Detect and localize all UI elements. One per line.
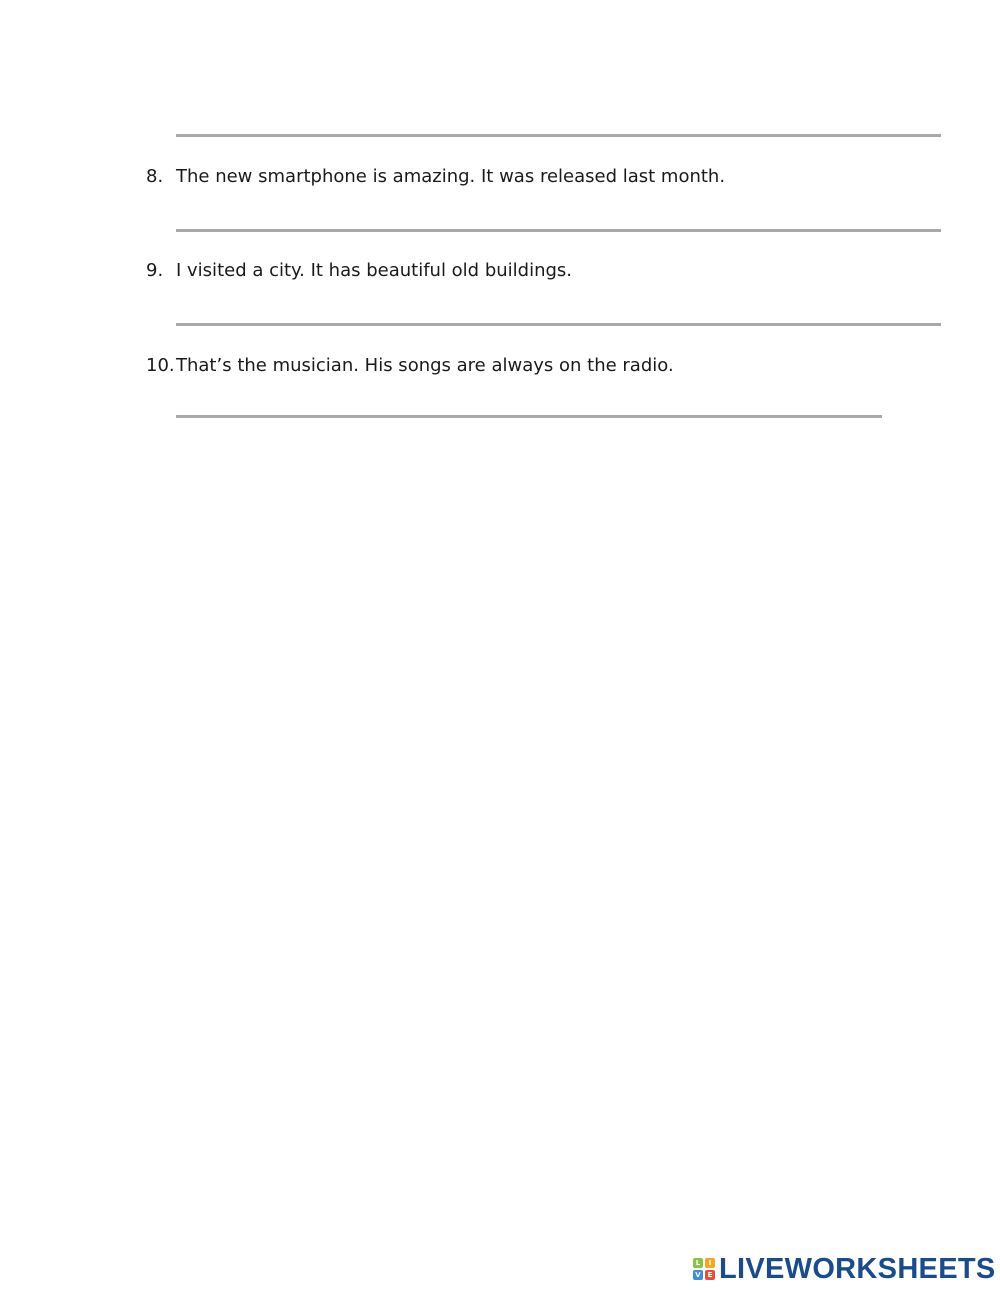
logo-text: LIVEWORKSHEETS: [719, 1253, 996, 1285]
logo-mark-cell: L: [693, 1258, 703, 1268]
answer-line-9[interactable]: [176, 323, 941, 326]
question-10: [146, 355, 674, 377]
liveworksheets-mark-icon: [693, 1258, 715, 1280]
question-number: 9.: [146, 260, 164, 281]
question-text: I visited a city. It has beautiful old buildings.: [176, 260, 573, 281]
question-number: 8.: [146, 166, 164, 187]
question-8: [146, 166, 725, 188]
liveworksheets-logo: [693, 1253, 996, 1285]
question-9: [146, 260, 572, 282]
logo-mark-cell: I: [705, 1258, 715, 1268]
question-text: The new smartphone is amazing. It was released last month.: [176, 166, 726, 187]
question-number: 10.: [146, 355, 175, 376]
answer-line-10[interactable]: [176, 415, 882, 418]
logo-mark-cell: V: [693, 1270, 703, 1280]
answer-line-8[interactable]: [176, 229, 941, 232]
question-text: That’s the musician. His songs are always on the radio.: [176, 355, 674, 376]
logo-mark-cell: E: [705, 1270, 715, 1280]
answer-line-7[interactable]: [176, 134, 941, 137]
